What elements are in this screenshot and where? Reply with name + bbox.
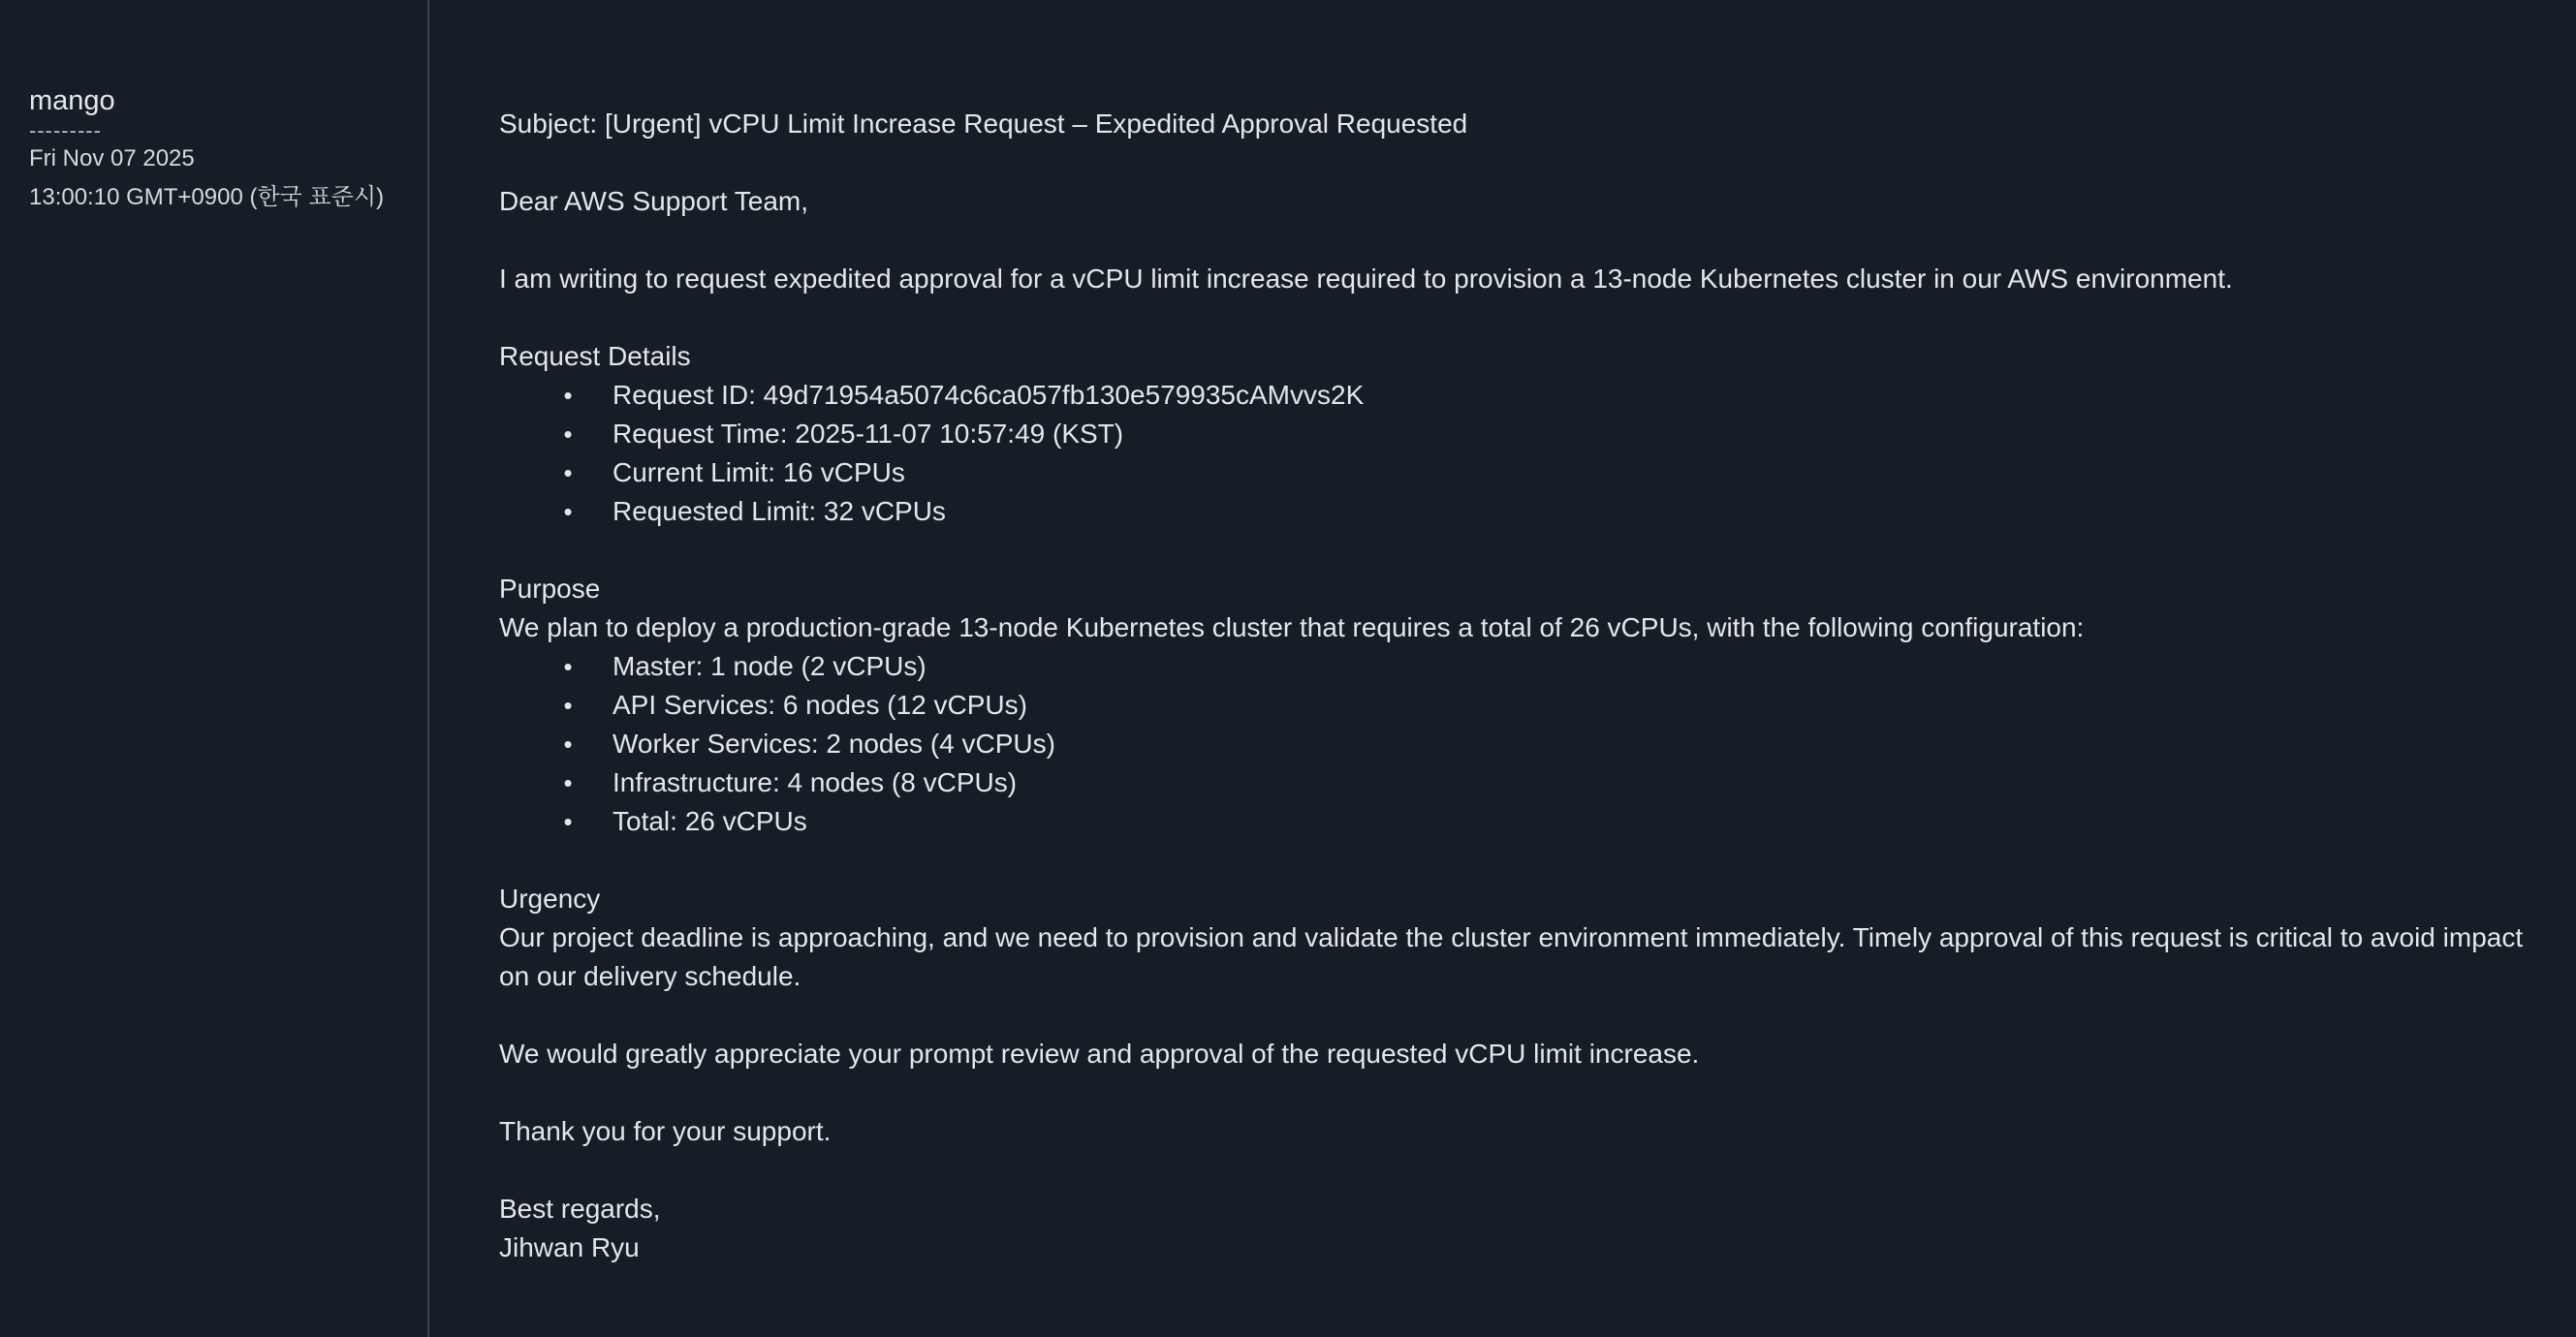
bullet-icon: • <box>563 420 573 449</box>
message-intro: I am writing to request expedited approval for a vCPU limit increase required to provision a 13-node Kubernetes cluster in our AWS environment. <box>499 264 2233 294</box>
message-subject: Subject: [Urgent] vCPU Limit Increase Request – Expedited Approval Requested <box>499 109 1468 139</box>
config-total: Total: 26 vCPUs <box>613 806 807 836</box>
request-details-list <box>499 376 2544 531</box>
bullet-icon: • <box>563 381 573 410</box>
config-master: Master: 1 node (2 vCPUs) <box>613 651 927 681</box>
message-greeting: Dear AWS Support Team, <box>499 186 809 216</box>
bullet-icon: • <box>563 497 573 526</box>
list-item <box>499 492 2544 531</box>
urgency-text: Our project deadline is approaching, and we need to provision and validate the cluster environment immediately. Timely approval of this request is critical to avoid impact on our delivery schedule. <box>499 922 2524 991</box>
bullet-icon: • <box>563 807 573 836</box>
bullet-icon: • <box>563 768 573 797</box>
bullet-icon: • <box>563 652 573 681</box>
bullet-icon: • <box>563 458 573 487</box>
purpose-text: We plan to deploy a production-grade 13-node Kubernetes cluster that requires a total of 26 vCPUs, with the following configuration: <box>499 612 2085 642</box>
closing-text: Best regards, <box>499 1194 661 1224</box>
list-item <box>499 453 2544 492</box>
message-date: Fri Nov 07 2025 <box>29 145 195 171</box>
config-worker-services: Worker Services: 2 nodes (4 vCPUs) <box>613 729 1055 759</box>
config-infrastructure: Infrastructure: 4 nodes (8 vCPUs) <box>613 767 1018 797</box>
urgency-heading: Urgency <box>499 884 601 914</box>
list-item <box>499 376 2544 415</box>
signature: Jihwan Ryu <box>499 1232 640 1262</box>
config-api-services: API Services: 6 nodes (12 vCPUs) <box>613 690 1027 720</box>
message-time: 13:00:10 GMT+0900 (한국 표준시) <box>29 184 385 210</box>
configuration-list <box>499 647 2544 841</box>
bullet-icon: • <box>563 691 573 720</box>
requested-limit: Requested Limit: 32 vCPUs <box>613 496 946 526</box>
list-item <box>499 763 2544 802</box>
sender-panel <box>0 0 429 1337</box>
request-time: Request Time: 2025-11-07 10:57:49 (KST) <box>613 419 1124 449</box>
list-item <box>499 802 2544 841</box>
list-item <box>499 415 2544 453</box>
thanks-text: Thank you for your support. <box>499 1116 832 1146</box>
list-item <box>499 725 2544 763</box>
appreciation-text: We would greatly appreciate your prompt review and approval of the requested vCPU limit increase. <box>499 1039 1700 1069</box>
list-item <box>499 686 2544 725</box>
bullet-icon: • <box>563 730 573 759</box>
purpose-heading: Purpose <box>499 574 601 604</box>
sender-divider: --------- <box>29 122 102 140</box>
sender-name: mango <box>29 85 115 116</box>
current-limit: Current Limit: 16 vCPUs <box>613 457 905 487</box>
request-id: Request ID: 49d71954a5074c6ca057fb130e579935cAMvvs2K <box>613 380 1365 410</box>
message-body <box>499 105 2544 1267</box>
list-item <box>499 647 2544 686</box>
request-details-heading: Request Details <box>499 341 691 371</box>
